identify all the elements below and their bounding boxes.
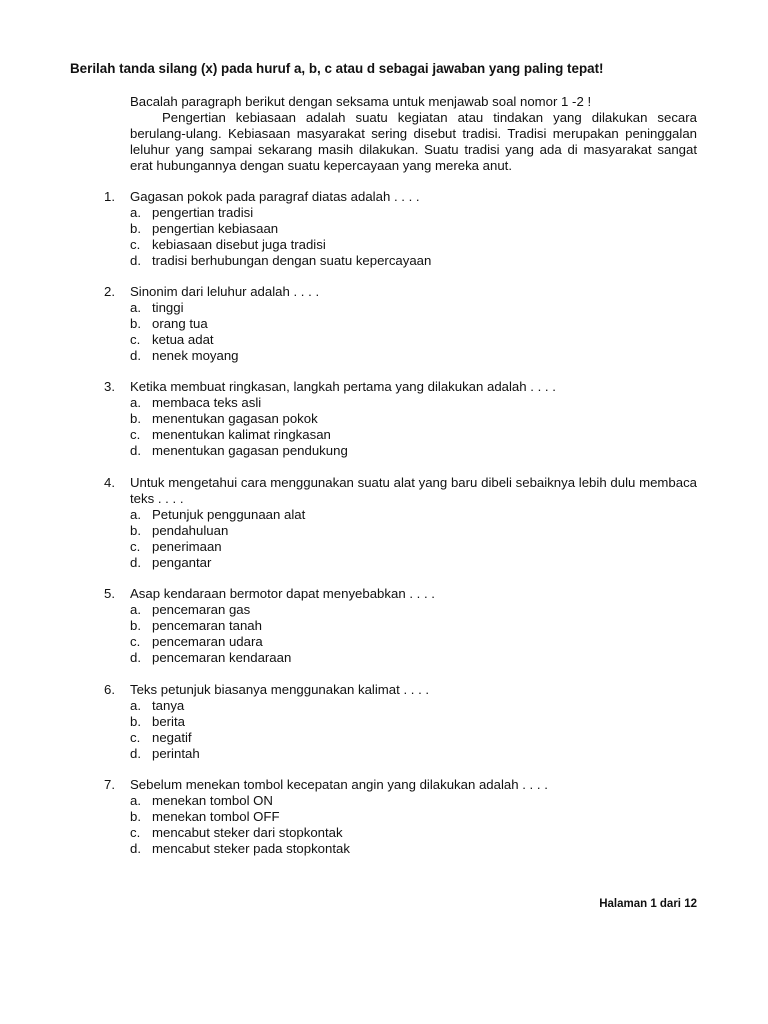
option-letter: c.: [130, 634, 141, 649]
option-letter: a.: [130, 395, 141, 410]
option-text: menekan tombol OFF: [152, 809, 280, 824]
option-letter: a.: [130, 300, 141, 315]
option-list: [104, 793, 697, 857]
option-letter: d.: [130, 555, 141, 570]
option-letter: b.: [130, 714, 141, 729]
option-list: [104, 300, 697, 364]
option-d[interactable]: [130, 555, 697, 571]
option-text: berita: [152, 714, 185, 729]
option-text: pencemaran tanah: [152, 618, 262, 633]
option-c[interactable]: [130, 237, 697, 253]
question-number: 4.: [104, 475, 115, 490]
question-text: Sinonim dari leluhur adalah . . . .: [130, 284, 320, 299]
option-letter: a.: [130, 205, 141, 220]
option-text: tradisi berhubungan dengan suatu kepercayaan: [152, 253, 432, 268]
option-b[interactable]: [130, 411, 697, 427]
option-text: mencabut steker dari stopkontak: [152, 825, 343, 840]
option-letter: b.: [130, 316, 141, 331]
question-text: Ketika membuat ringkasan, langkah pertama yang dilakukan adalah . . . .: [130, 379, 556, 394]
option-text: mencabut steker pada stopkontak: [152, 841, 350, 856]
option-text: menentukan gagasan pendukung: [152, 443, 348, 458]
question-2: [104, 284, 697, 364]
passage-text: Pengertian kebiasaan adalah suatu kegiatan atau tindakan yang dilakukan secara berulang-ulang. Kebiasaan masyarakat sering disebut tradisi. Tradisi merupakan peninggalan leluhur yang sampai sekarang masih dilakukan. Suatu tradisi yang ada di masyarakat sangat erat hubungannya dengan suatu kepercayaan yang mereka anut.: [130, 110, 697, 173]
option-letter: d.: [130, 443, 141, 458]
question-number: 1.: [104, 189, 115, 204]
option-d[interactable]: [130, 443, 697, 459]
option-letter: d.: [130, 746, 141, 761]
option-a[interactable]: [130, 698, 697, 714]
option-letter: b.: [130, 411, 141, 426]
option-c[interactable]: [130, 332, 697, 348]
option-text: pengertian tradisi: [152, 205, 254, 220]
option-letter: d.: [130, 841, 141, 856]
option-letter: b.: [130, 618, 141, 633]
option-letter: c.: [130, 825, 141, 840]
question-4: [104, 475, 697, 571]
option-text: tinggi: [152, 300, 184, 315]
question-text: Asap kendaraan bermotor dapat menyebabkan . . . .: [130, 586, 435, 601]
option-list: [104, 205, 697, 269]
option-d[interactable]: [130, 841, 697, 857]
option-letter: d.: [130, 348, 141, 363]
question-number: 5.: [104, 586, 115, 601]
option-letter: b.: [130, 221, 141, 236]
option-letter: d.: [130, 650, 141, 665]
option-letter: a.: [130, 698, 141, 713]
question-text: Gagasan pokok pada paragraf diatas adalah . . . .: [130, 189, 420, 204]
option-text: nenek moyang: [152, 348, 239, 363]
option-text: negatif: [152, 730, 192, 745]
option-letter: c.: [130, 237, 141, 252]
option-c[interactable]: [130, 730, 697, 746]
option-letter: c.: [130, 332, 141, 347]
option-letter: c.: [130, 427, 141, 442]
option-a[interactable]: [130, 300, 697, 316]
option-text: pencemaran gas: [152, 602, 251, 617]
option-text: Petunjuk penggunaan alat: [152, 507, 306, 522]
option-b[interactable]: [130, 714, 697, 730]
question-number: 6.: [104, 682, 115, 697]
option-text: pencemaran kendaraan: [152, 650, 292, 665]
question-text: Untuk mengetahui cara menggunakan suatu alat yang baru dibeli sebaiknya lebih dulu membaca teks . . . .: [130, 475, 697, 506]
question-3: [104, 379, 697, 459]
option-text: pencemaran udara: [152, 634, 263, 649]
option-a[interactable]: [130, 205, 697, 221]
option-list: [104, 507, 697, 571]
option-text: orang tua: [152, 316, 208, 331]
reading-passage: [130, 94, 697, 174]
question-6: [104, 682, 697, 762]
question-number: 3.: [104, 379, 115, 394]
option-list: [104, 602, 697, 666]
option-b[interactable]: [130, 809, 697, 825]
option-text: kebiasaan disebut juga tradisi: [152, 237, 326, 252]
option-d[interactable]: [130, 253, 697, 269]
option-c[interactable]: [130, 427, 697, 443]
option-a[interactable]: [130, 507, 697, 523]
option-a[interactable]: [130, 793, 697, 809]
option-b[interactable]: [130, 316, 697, 332]
option-letter: a.: [130, 602, 141, 617]
option-a[interactable]: [130, 395, 697, 411]
option-letter: a.: [130, 507, 141, 522]
option-letter: b.: [130, 523, 141, 538]
option-c[interactable]: [130, 825, 697, 841]
option-text: menekan tombol ON: [152, 793, 273, 808]
option-a[interactable]: [130, 602, 697, 618]
option-letter: b.: [130, 809, 141, 824]
question-text: Teks petunjuk biasanya menggunakan kalimat . . . .: [130, 682, 430, 697]
option-text: penerimaan: [152, 539, 222, 554]
option-b[interactable]: [130, 523, 697, 539]
option-text: pengantar: [152, 555, 212, 570]
question-5: [104, 586, 697, 666]
question-1: [104, 189, 697, 269]
option-list: [104, 698, 697, 762]
option-c[interactable]: [130, 634, 697, 650]
option-text: menentukan gagasan pokok: [152, 411, 318, 426]
option-letter: d.: [130, 253, 141, 268]
question-number: 2.: [104, 284, 115, 299]
option-d[interactable]: [130, 348, 697, 364]
instruction-heading: Berilah tanda silang (x) pada huruf a, b, c atau d sebagai jawaban yang paling tepat!: [70, 61, 604, 76]
question-text: Sebelum menekan tombol kecepatan angin yang dilakukan adalah . . . .: [130, 777, 548, 792]
option-text: membaca teks asli: [152, 395, 262, 410]
page-number-footer: Halaman 1 dari 12: [599, 898, 697, 910]
option-text: menentukan kalimat ringkasan: [152, 427, 331, 442]
question-number: 7.: [104, 777, 115, 792]
option-letter: c.: [130, 539, 141, 554]
option-text: pendahuluan: [152, 523, 229, 538]
option-text: perintah: [152, 746, 200, 761]
option-b[interactable]: [130, 221, 697, 237]
option-text: ketua adat: [152, 332, 214, 347]
option-text: pengertian kebiasaan: [152, 221, 279, 236]
option-c[interactable]: [130, 539, 697, 555]
option-d[interactable]: [130, 650, 697, 666]
option-letter: a.: [130, 793, 141, 808]
passage-intro: Bacalah paragraph berikut dengan seksama untuk menjawab soal nomor 1 -2 !: [130, 94, 592, 109]
option-text: tanya: [152, 698, 185, 713]
option-b[interactable]: [130, 618, 697, 634]
option-letter: c.: [130, 730, 141, 745]
question-7: [104, 777, 697, 857]
option-d[interactable]: [130, 746, 697, 762]
option-list: [104, 395, 697, 459]
